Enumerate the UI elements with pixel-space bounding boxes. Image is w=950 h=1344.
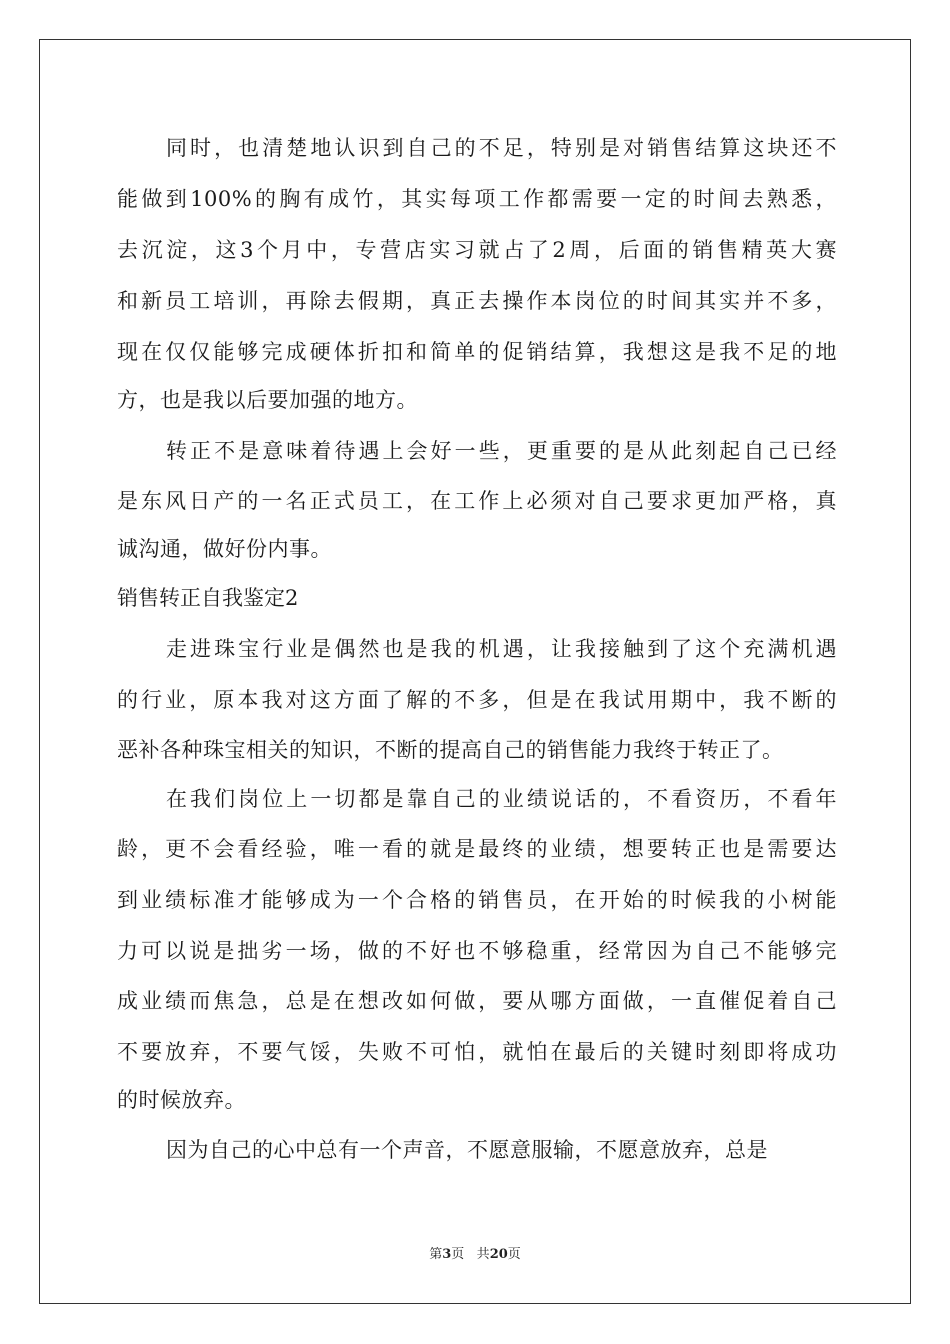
- footer-page-prefix: 第: [429, 1247, 443, 1262]
- paragraph-1-line-1: 同时，也清楚地认识到自己的不足，特别是对销售结算这块还不: [166, 136, 837, 160]
- paragraph-2-line-1: 转正不是意味着待遇上会好一些，更重要的是从此刻起自己已经: [166, 439, 837, 463]
- paragraph-1-line-5: 现在仅仅能够完成硬体折扣和简单的促销结算，我想这是我不足的地: [117, 340, 837, 364]
- section-heading: 销售转正自我鉴定2: [117, 586, 299, 610]
- paragraph-2-line-3: 诚沟通，做好份内事。: [117, 537, 332, 561]
- paragraph-1-line-4: 和新员工培训，再除去假期，真正去操作本岗位的时间其实并不多，: [117, 289, 837, 313]
- paragraph-4-line-5: 成业绩而焦急，总是在想改如何做，要从哪方面做，一直催促着自己: [117, 989, 837, 1013]
- paragraph-3-line-1: 走进珠宝行业是偶然也是我的机遇，让我接触到了这个充满机遇: [166, 637, 837, 661]
- page-footer: [0, 1246, 950, 1264]
- paragraph-2-line-2: 是东风日产的一名正式员工，在工作上必须对自己要求更加严格，真: [117, 489, 837, 513]
- paragraph-4-line-2: 龄，更不会看经验，唯一看的就是最终的业绩，想要转正也是需要达: [117, 837, 837, 861]
- paragraph-1-line-2: 能做到100%的胸有成竹，其实每项工作都需要一定的时间去熟悉，: [117, 187, 837, 211]
- paragraph-4-line-7: 的时候放弃。: [117, 1088, 246, 1112]
- page-border: [39, 39, 911, 1304]
- paragraph-1-line-6: 方，也是我以后要加强的地方。: [117, 388, 418, 412]
- paragraph-4-line-4: 力可以说是拙劣一场，做的不好也不够稳重，经常因为自己不能够完: [117, 939, 837, 963]
- paragraph-5-line-1: 因为自己的心中总有一个声音，不愿意服输，不愿意放弃，总是: [166, 1138, 768, 1162]
- paragraph-4-line-1: 在我们岗位上一切都是靠自己的业绩说话的，不看资历，不看年: [166, 787, 837, 811]
- footer-total-suffix: 页: [507, 1247, 521, 1262]
- paragraph-3-line-2: 的行业，原本我对这方面了解的不多，但是在我试用期中，我不断的: [117, 688, 837, 712]
- paragraph-3-line-3: 恶补各种珠宝相关的知识，不断的提高自己的销售能力我终于转正了。: [117, 738, 784, 762]
- paragraph-4-line-6: 不要放弃，不要气馁，失败不可怕，就怕在最后的关键时刻即将成功: [117, 1040, 837, 1064]
- footer-page-number: 3: [442, 1247, 452, 1262]
- paragraph-4-line-3: 到业绩标准才能够成为一个合格的销售员，在开始的时候我的小树能: [117, 888, 837, 912]
- footer-page-suffix: 页: [451, 1247, 465, 1262]
- paragraph-1-line-3: 去沉淀，这3个月中，专营店实习就占了2周，后面的销售精英大赛: [117, 238, 837, 262]
- footer-total-prefix: 共: [476, 1247, 490, 1262]
- footer-total-pages: 20: [489, 1247, 508, 1262]
